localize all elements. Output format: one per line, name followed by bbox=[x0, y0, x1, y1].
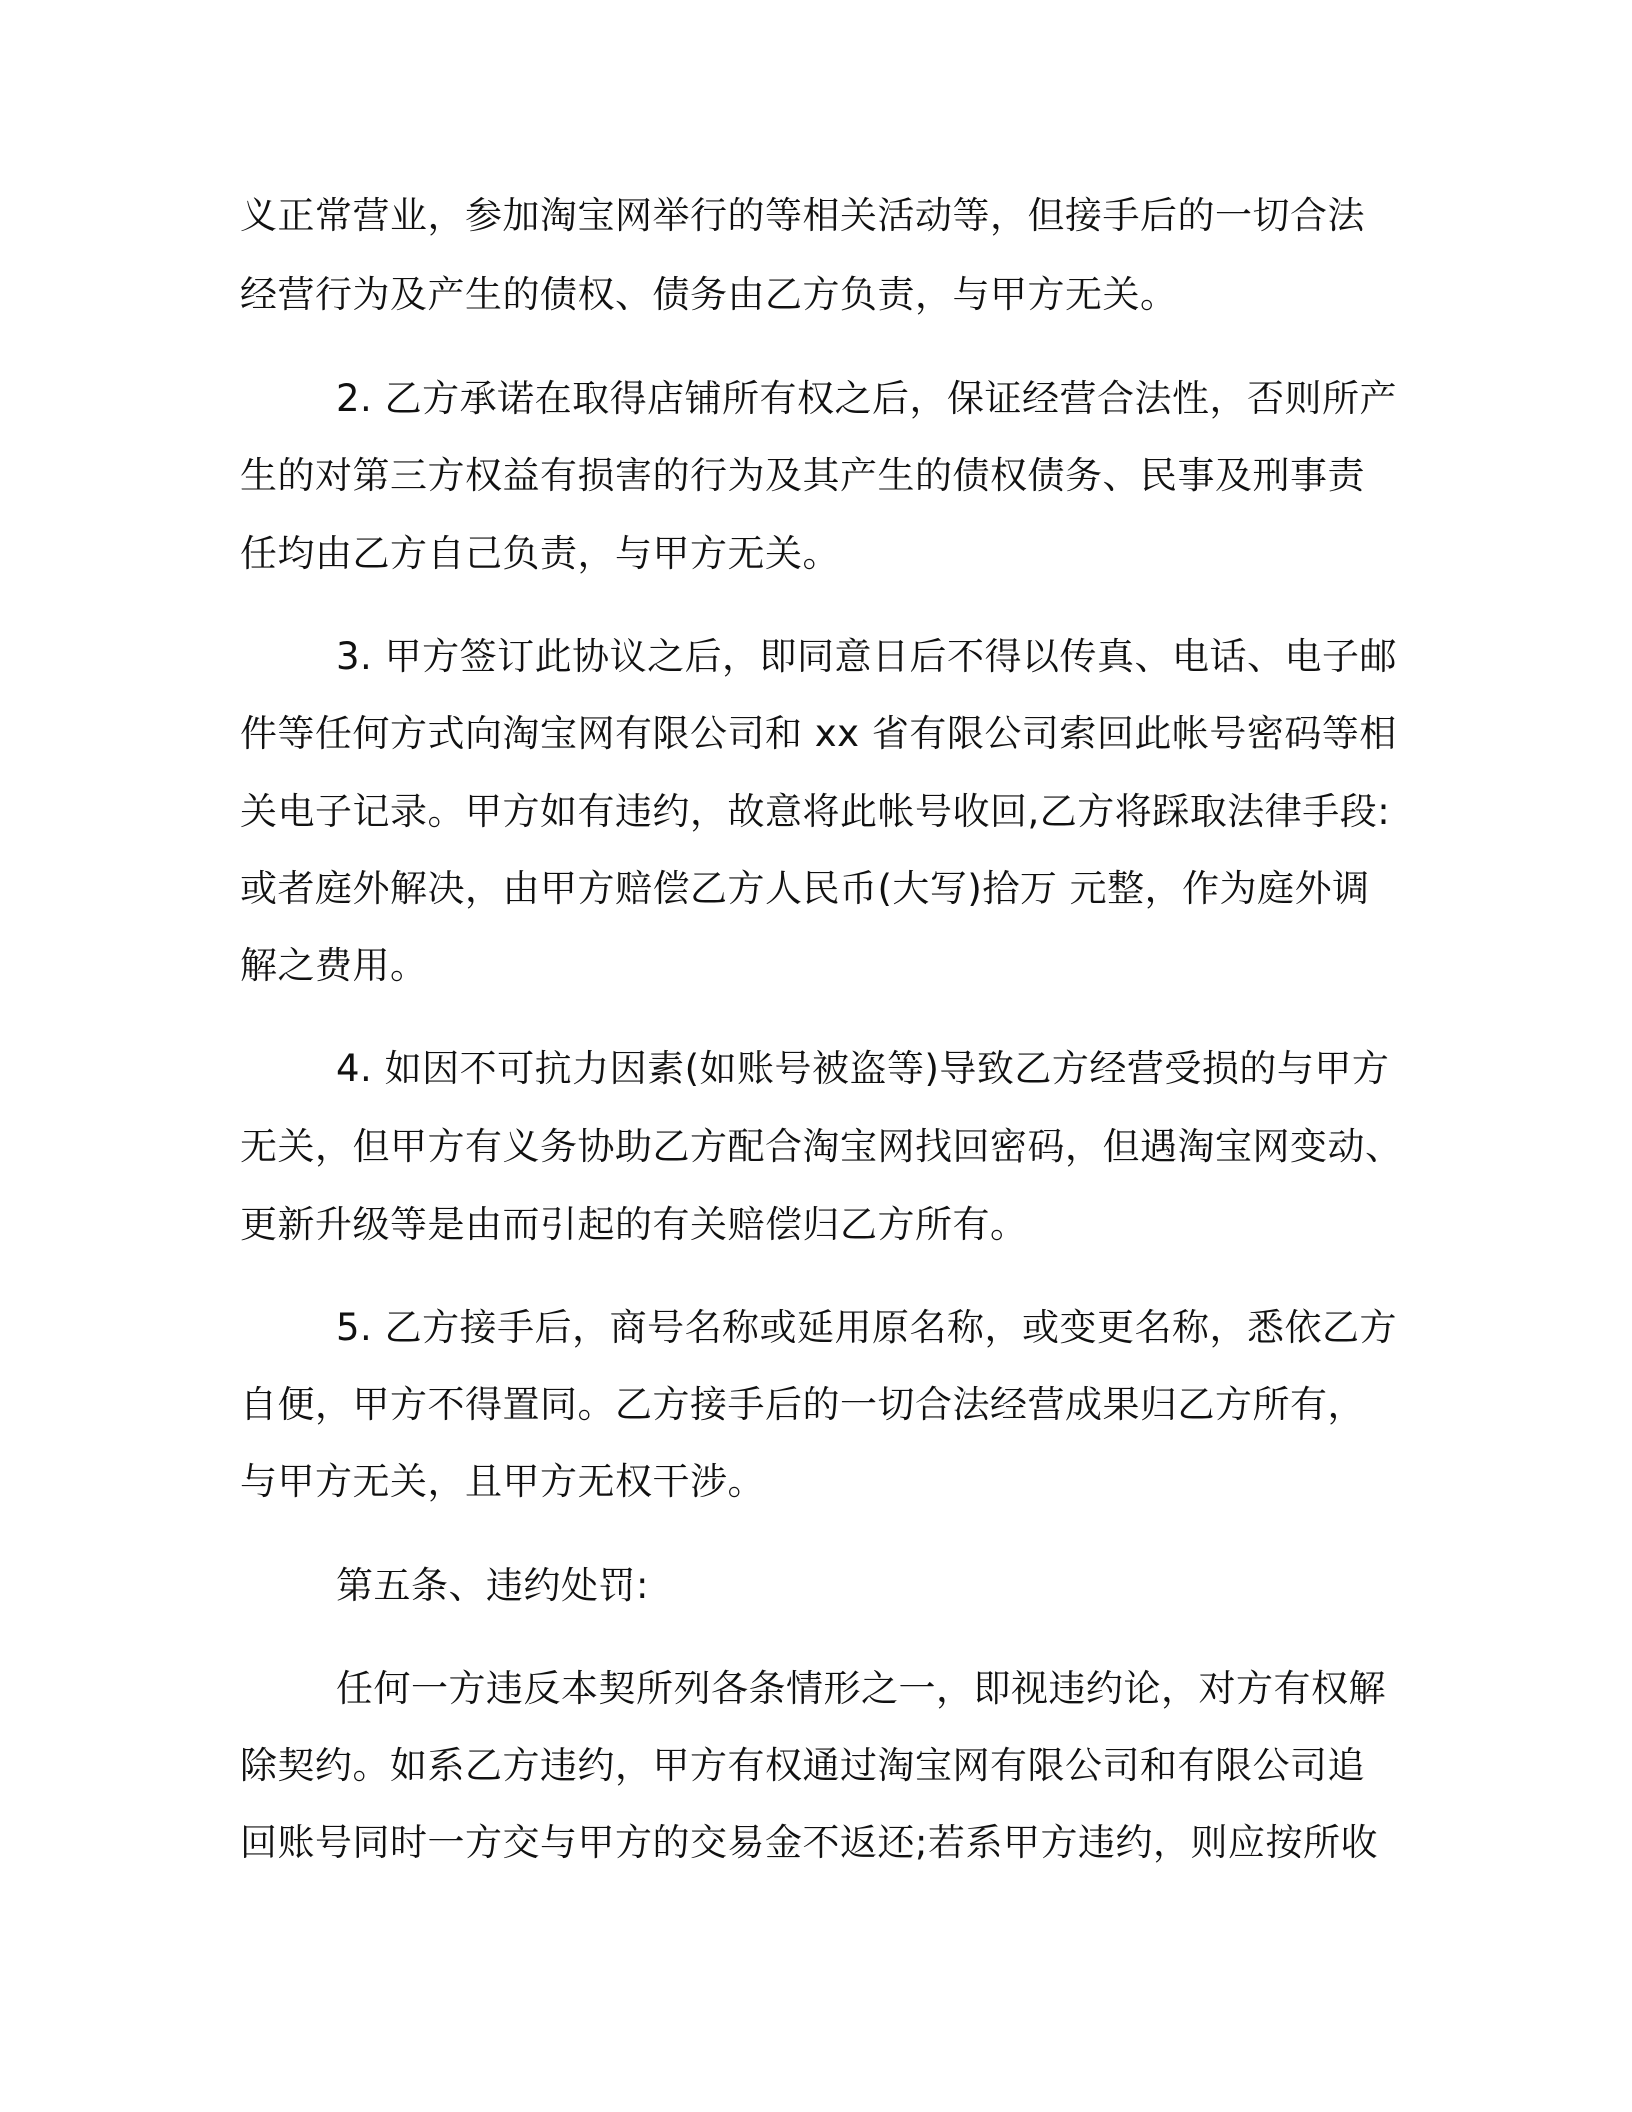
text-line: 无关，但甲方有义务协助乙方配合淘宝网找回密码，但遇淘宝网变动、 bbox=[240, 1125, 1403, 1168]
text-line: 回账号同时一方交与甲方的交易金不返还;若系甲方违约，则应按所收 bbox=[240, 1821, 1378, 1864]
text-line: 自便，甲方不得置同。乙方接手后的一切合法经营成果归乙方所有， bbox=[240, 1383, 1365, 1426]
text-line: 经营行为及产生的债权、债务由乙方负责，与甲方无关。 bbox=[240, 273, 1178, 316]
clause-5-line: 5. 乙方接手后，商号名称或延用原名称，或变更名称，悉依乙方 bbox=[336, 1306, 1398, 1349]
text-line: 生的对第三方权益有损害的行为及其产生的债权债务、民事及刑事责 bbox=[240, 454, 1365, 497]
clause-2-line: 2. 乙方承诺在取得店铺所有权之后，保证经营合法性，否则所产 bbox=[336, 377, 1398, 420]
text-line: 义正常营业，参加淘宝网举行的等相关活动等，但接手后的一切合法 bbox=[240, 194, 1365, 237]
text-line: 任均由乙方自己负责，与甲方无关。 bbox=[240, 532, 840, 575]
penalty-paragraph-line: 任何一方违反本契所列各条情形之一，即视违约论，对方有权解 bbox=[336, 1667, 1386, 1710]
text-line: 与甲方无关，且甲方无权干涉。 bbox=[240, 1460, 765, 1503]
text-line: 解之费用。 bbox=[240, 944, 428, 987]
article-5-heading: 第五条、违约处罚: bbox=[336, 1564, 649, 1607]
text-line: 件等任何方式向淘宝网有限公司和 xx 省有限公司索回此帐号密码等相 bbox=[240, 712, 1397, 755]
clause-4-line: 4. 如因不可抗力因素(如账号被盗等)导致乙方经营受损的与甲方 bbox=[336, 1047, 1390, 1090]
text-line: 或者庭外解决，由甲方赔偿乙方人民币(大写)拾万 元整，作为庭外调 bbox=[240, 867, 1370, 910]
text-line: 关电子记录。甲方如有违约，故意将此帐号收回,乙方将踩取法律手段: bbox=[240, 790, 1391, 833]
clause-3-line: 3. 甲方签订此协议之后，即同意日后不得以传真、电话、电子邮 bbox=[336, 635, 1398, 678]
text-line: 除契约。如系乙方违约，甲方有权通过淘宝网有限公司和有限公司追 bbox=[240, 1744, 1365, 1787]
text-line: 更新升级等是由而引起的有关赔偿归乙方所有。 bbox=[240, 1203, 1028, 1246]
